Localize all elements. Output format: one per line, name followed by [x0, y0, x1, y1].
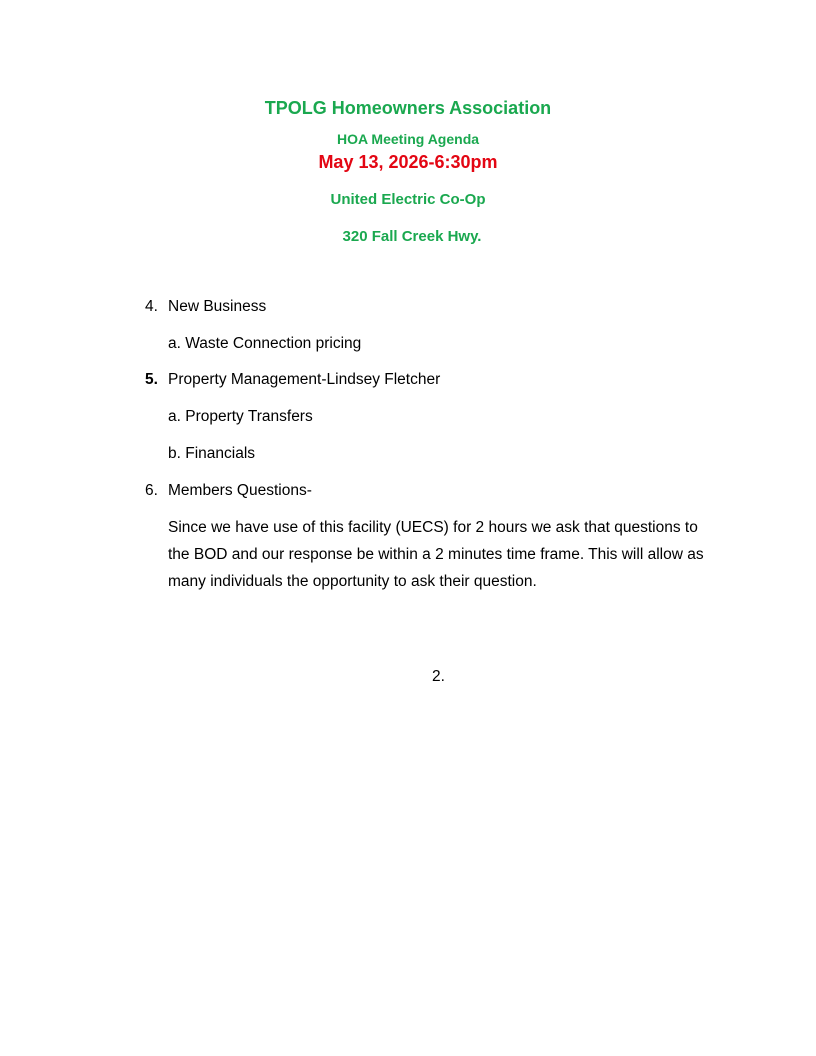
sub-item-waste-connection: a. Waste Connection pricing: [168, 335, 362, 352]
sub-item-property-transfers: a. Property Transfers: [168, 408, 313, 425]
members-questions-note: Since we have use of this facility (UECS) for 2 hours we ask that questions to the BOD and our response be within a 2 minutes time frame. This will allow as many individuals the opportunity to ask their question.: [168, 519, 704, 590]
sub-item-financials: b. Financials: [168, 445, 256, 462]
agenda-item-number: 6.: [145, 482, 158, 499]
meeting-address: 320 Fall Creek Hwy.: [342, 228, 482, 245]
meeting-location: United Electric Co-Op: [330, 191, 486, 208]
agenda-item-label: Members Questions-: [168, 482, 312, 499]
organization-name: TPOLG Homeowners Association: [264, 98, 552, 118]
page-number: 2.: [432, 668, 445, 685]
meeting-date: May 13, 2026-6:30pm: [318, 152, 498, 172]
document-title: HOA Meeting Agenda: [336, 131, 480, 147]
agenda-item-label: New Business: [168, 298, 267, 315]
agenda-item-property-management: [145, 371, 440, 389]
agenda-item-number: 5.: [145, 371, 158, 388]
agenda-item-new-business: [145, 298, 266, 316]
agenda-item-members-questions: [145, 482, 312, 500]
agenda-item-label: Property Management-Lindsey Fletcher: [168, 371, 441, 388]
agenda-item-number: 4.: [145, 298, 158, 315]
